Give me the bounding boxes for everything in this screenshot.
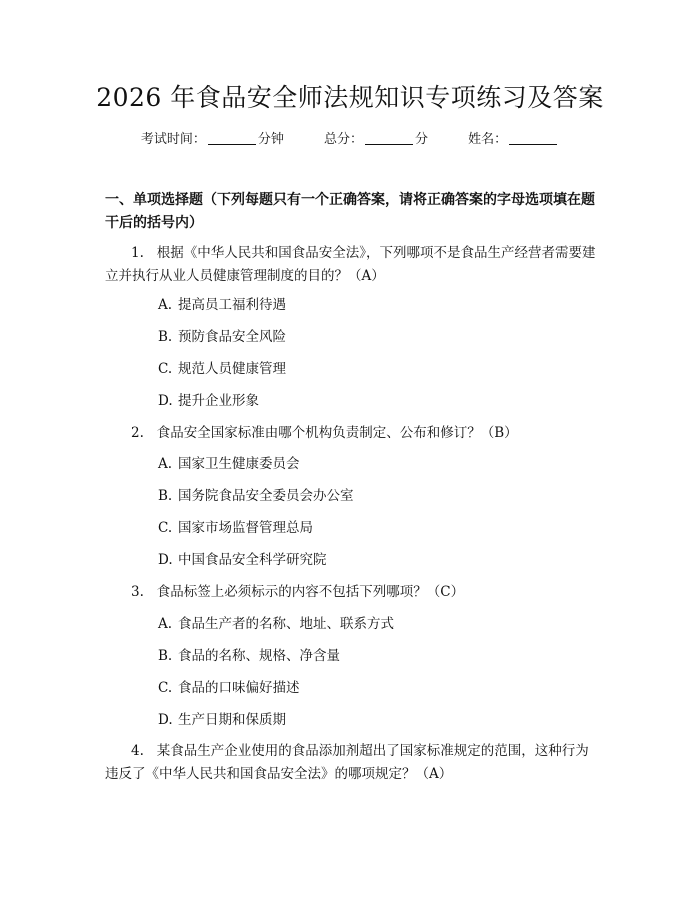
question-number: 1.	[131, 245, 144, 261]
option-letter: C.	[158, 680, 173, 696]
total-score-label: 总分：	[323, 132, 363, 147]
option-letter: C.	[158, 361, 173, 377]
section-heading: 一、单项选择题（下列每题只有一个正确答案，请将正确答案的字母选项填在题干后的括号内）	[105, 192, 595, 231]
option-letter: D.	[158, 393, 173, 409]
question-number: 3.	[131, 584, 144, 600]
exam-time-field	[141, 132, 284, 147]
exam-time-label: 考试时间：	[140, 132, 206, 147]
option-2d	[158, 550, 598, 570]
option-letter: A.	[158, 297, 173, 313]
total-score-blank	[365, 130, 413, 145]
option-letter: D.	[158, 712, 173, 728]
option-letter: C.	[158, 520, 173, 536]
option-letter: A.	[158, 456, 173, 472]
exam-time-unit: 分钟	[257, 132, 284, 147]
option-text: 生产日期和保质期	[178, 712, 286, 728]
name-label: 姓名：	[468, 132, 508, 147]
option-3a	[158, 614, 598, 634]
question-text: 食品标签上必须标示的内容不包括下列哪项？（C）	[156, 584, 465, 600]
option-3c	[158, 678, 598, 698]
option-text: 国务院食品安全委员会办公室	[178, 488, 354, 504]
question-1	[105, 242, 600, 288]
total-score-unit: 分	[415, 132, 429, 147]
option-text: 中国食品安全科学研究院	[178, 552, 327, 568]
question-text: 食品安全国家标准由哪个机构负责制定、公布和修订？（B）	[156, 425, 518, 441]
question-3	[105, 581, 600, 604]
option-1a	[158, 295, 598, 315]
option-letter: B.	[158, 648, 173, 664]
question-text: 某食品生产企业使用的食品添加剂超出了国家标准规定的范围，这种行为违反了《中华人民共和国食品安全法》的哪项规定？（A）	[105, 743, 589, 782]
document-title: 2026 年食品安全师法规知识专项练习及答案	[96, 83, 604, 112]
option-letter: A.	[158, 616, 173, 632]
option-1d	[158, 391, 598, 411]
option-2a	[158, 454, 598, 474]
option-letter: D.	[158, 552, 173, 568]
option-text: 国家市场监督管理总局	[178, 520, 313, 536]
option-letter: B.	[158, 488, 173, 504]
name-blank	[509, 130, 557, 145]
name-field	[468, 132, 559, 147]
exam-time-blank	[208, 130, 256, 145]
option-text: 提高员工福利待遇	[178, 297, 286, 313]
option-text: 食品的口味偏好描述	[178, 680, 300, 696]
option-2c	[158, 518, 598, 538]
question-4	[105, 740, 600, 786]
option-letter: B.	[158, 329, 173, 345]
option-text: 提升企业形象	[178, 393, 259, 409]
question-text: 根据《中华人民共和国食品安全法》，下列哪项不是食品生产经营者需要建立并执行从业人员健康管理制度的目的？（A）	[105, 245, 596, 284]
option-text: 食品的名称、规格、净含量	[178, 648, 340, 664]
exam-info-line	[0, 130, 700, 150]
option-3b	[158, 646, 598, 666]
option-text: 规范人员健康管理	[178, 361, 286, 377]
total-score-field	[324, 132, 428, 147]
option-text: 预防食品安全风险	[178, 329, 286, 345]
option-2b	[158, 486, 598, 506]
option-text: 食品生产者的名称、地址、联系方式	[178, 616, 394, 632]
option-text: 国家卫生健康委员会	[178, 456, 300, 472]
question-number: 2.	[131, 425, 144, 441]
option-1b	[158, 327, 598, 347]
option-1c	[158, 359, 598, 379]
question-2	[105, 422, 600, 445]
question-number: 4.	[131, 743, 144, 759]
option-3d	[158, 710, 598, 730]
